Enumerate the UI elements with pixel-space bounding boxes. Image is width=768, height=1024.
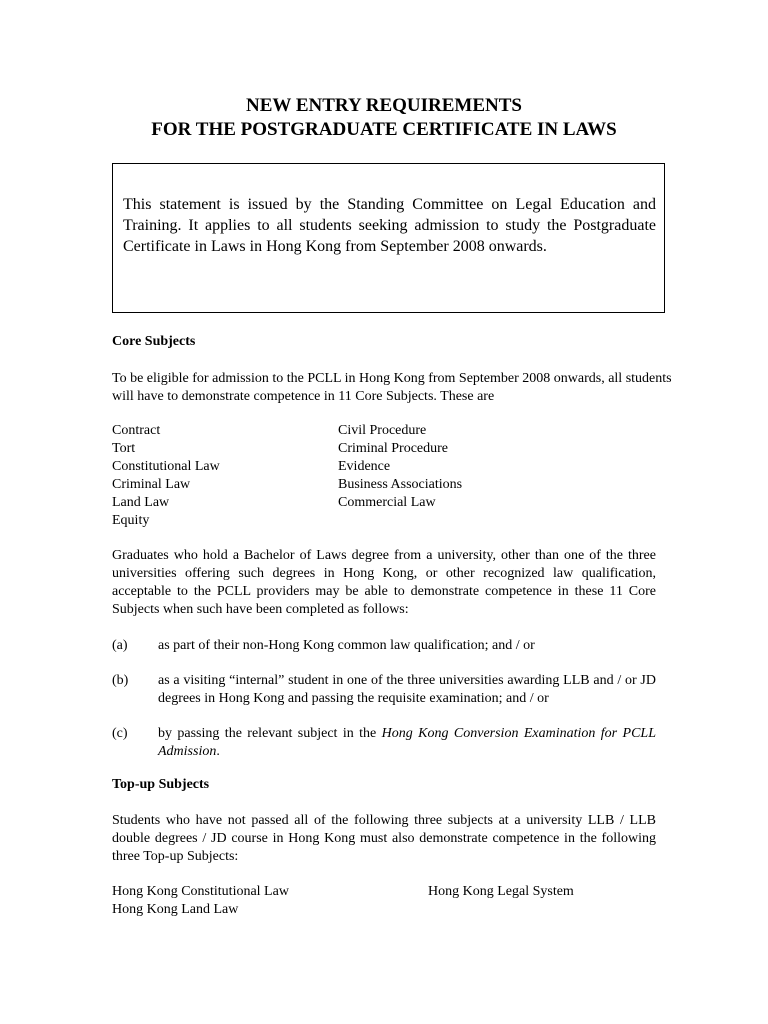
- list-item-c-text-after: .: [216, 744, 220, 759]
- core-subject-item: Civil Procedure: [338, 423, 427, 438]
- core-subject-item: Commercial Law: [338, 495, 436, 510]
- topup-subjects-intro: Students who have not passed all of the following three subjects at a university LLB / LLB double degrees / JD course in Hong Kong must also demonstrate competence in the following three Top-up Subjects:: [112, 813, 656, 864]
- list-item-a-text: as part of their non-Hong Kong common law qualification; and / or: [158, 638, 535, 653]
- document-title-line-1: NEW ENTRY REQUIREMENTS: [246, 95, 522, 116]
- list-marker-a: (a): [112, 638, 128, 653]
- graduates-paragraph: Graduates who hold a Bachelor of Laws degree from a university, other than one of the three universities offering such degrees in Hong Kong, or other recognized law qualification, acceptable to the PCLL providers may be able to demonstrate competence in these 11 Core Subjects when such have been completed as follows:: [112, 548, 656, 617]
- list-item-b-text: as a visiting “internal” student in one of the three universities awarding LLB and / or JD degrees in Hong Kong and passing the requisite examination; and / or: [158, 673, 656, 706]
- list-item-c-text: [158, 725, 656, 761]
- topup-subject-item: Hong Kong Legal System: [428, 884, 574, 899]
- core-subject-item: Criminal Law: [112, 477, 191, 492]
- document-title-line-2: FOR THE POSTGRADUATE CERTIFICATE IN LAWS: [151, 119, 617, 140]
- core-subject-item: Business Associations: [338, 477, 463, 492]
- topup-subject-item: Hong Kong Land Law: [112, 902, 239, 917]
- statement-box: [112, 163, 665, 313]
- list-marker-b: (b): [112, 673, 129, 688]
- core-subject-item: Criminal Procedure: [338, 441, 449, 456]
- core-subject-item: Evidence: [338, 459, 391, 474]
- topup-subject-item: Hong Kong Constitutional Law: [112, 884, 289, 899]
- list-marker-c: (c): [112, 726, 128, 741]
- core-subject-item: Land Law: [112, 495, 170, 510]
- list-item-c-text-before: by passing the relevant subject in the: [158, 726, 382, 741]
- core-subject-item: Equity: [112, 513, 150, 528]
- topup-subjects-heading: Top-up Subjects: [112, 777, 210, 792]
- core-subject-item: Constitutional Law: [112, 459, 220, 474]
- statement-text: This statement is issued by the Standing Committee on Legal Education and Training. It applies to all students seeking admission to study the Postgraduate Certificate in Laws in Hong Kong from September 2008 onwards.: [123, 196, 656, 255]
- core-subject-item: Contract: [112, 423, 161, 438]
- core-subjects-intro: To be eligible for admission to the PCLL in Hong Kong from September 2008 onwards, all students will have to demonstrate competence in 11 Core Subjects. These are: [112, 371, 672, 404]
- core-subject-item: Tort: [112, 441, 136, 456]
- list-item-c-exam-name: Hong Kong Conversion Examination for PCLL Admission: [158, 726, 656, 759]
- core-subjects-heading: Core Subjects: [112, 334, 196, 349]
